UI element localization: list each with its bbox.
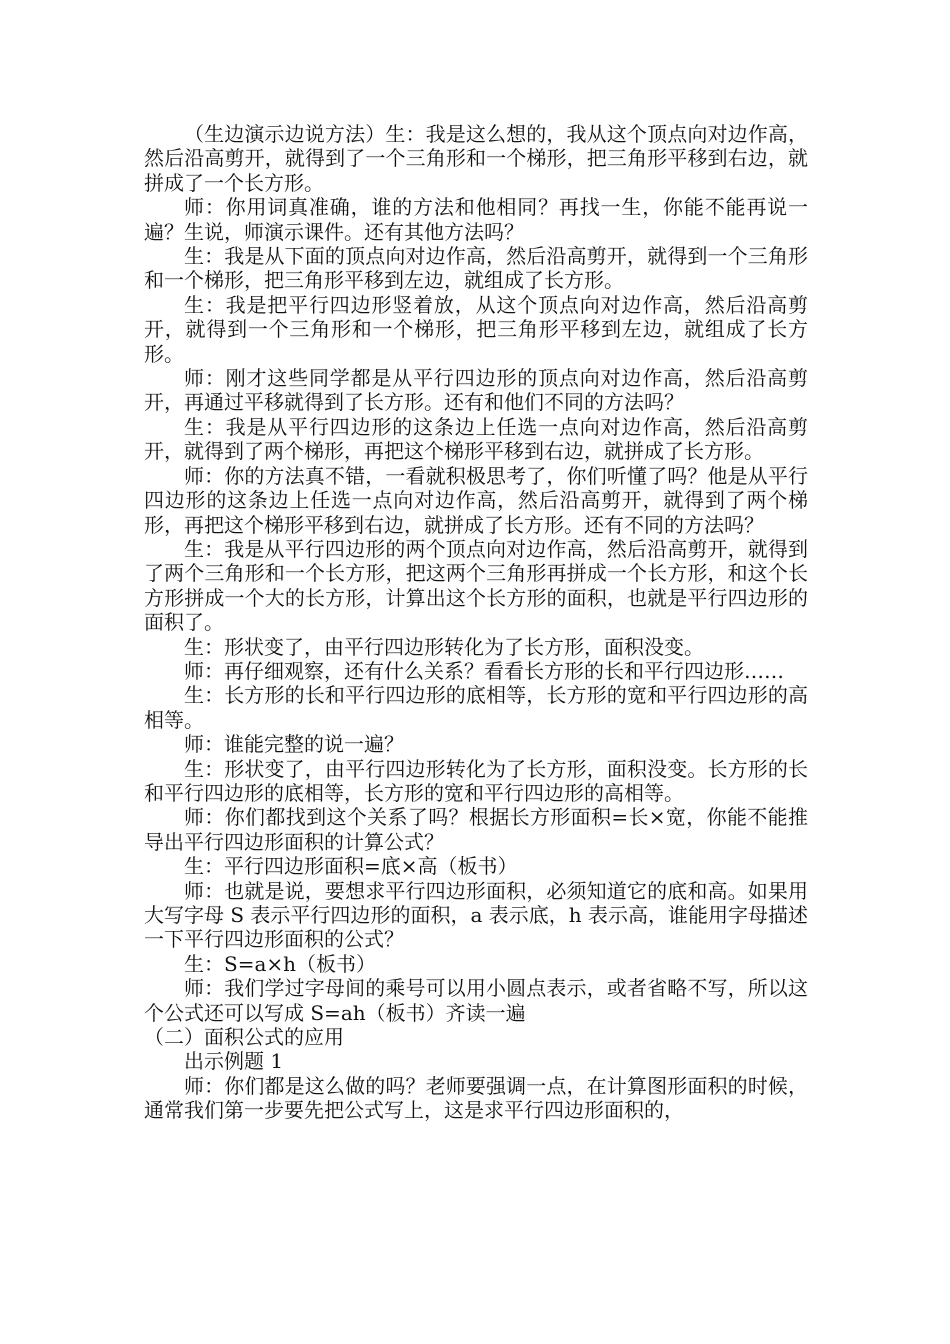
paragraph-17: 生：S=a×h（板书）: [184, 951, 377, 976]
paragraph-9: 生：形状变了，由平行四边形转化为了长方形，面积没变。: [184, 634, 704, 659]
paragraph-11: 生：长方形的长和平行四边形的底相等，长方形的宽和平行四边形的高相等。: [144, 683, 808, 732]
example-label: 出示例题 1: [184, 1049, 284, 1074]
document-body: [144, 122, 808, 1123]
paragraph-5: 师：刚才这些同学都是从平行四边形的顶点向对边作高，然后沿高剪开，再通过平移就得到了长方形。还有和他们不同的方法吗？: [144, 366, 808, 415]
closing-paragraph: 师：你们都是这么做的吗？老师要强调一点，在计算图形面积的时候，通常我们第一步要先把公式写上，这是求平行四边形面积的，: [144, 1073, 808, 1123]
paragraph-2: 师：你用词真准确，谁的方法和他相同？再找一生，你能不能再说一遍？生说，师演示课件。还有其他方法吗？: [144, 195, 808, 244]
paragraph-12: 师：谁能完整的说一遍？: [184, 732, 404, 757]
paragraph-16: 师：也就是说，要想求平行四边形面积，必须知道它的底和高。如果用大写字母 S 表示平行四边形的面积，a 表示底，h 表示高，谁能用字母描述一下平行四边形面积的公式？: [144, 878, 808, 952]
paragraph-14: 师：你们都找到这个关系了吗？根据长方形面积=长×宽，你能不能推导出平行四边形面积的计算公式？: [144, 805, 808, 854]
paragraph-6: 生：我是从平行四边形的这条边上任选一点向对边作高，然后沿高剪开，就得到了两个梯形，再把这个梯形平移到右边，就拼成了长方形。: [144, 414, 808, 464]
paragraph-1: （生边演示边说方法）生：我是这么想的，我从这个顶点向对边作高，然后沿高剪开，就得到了一个三角形和一个梯形，把三角形平移到右边，就拼成了一个长方形。: [144, 122, 808, 195]
section-heading: （二）面积公式的应用: [144, 1025, 344, 1050]
paragraph-8: 生：我是从平行四边形的两个顶点向对边作高，然后沿高剪开，就得到了两个三角形和一个长方形，把这两个三角形再拼成一个长方形，和这个长方形拼成一个大的长方形，计算出这个长方形的面积，也就是平行四边形的面积了。: [144, 536, 808, 635]
paragraph-10: 师：再仔细观察，还有什么关系？看看长方形的长和平行四边形……: [184, 658, 784, 683]
paragraph-15: 生：平行四边形面积=底×高（板书）: [184, 854, 518, 879]
paragraph-3: 生：我是从下面的顶点向对边作高，然后沿高剪开，就得到一个三角形和一个梯形，把三角形平移到左边，就组成了长方形。: [144, 244, 808, 293]
paragraph-7: 师：你的方法真不错，一看就积极思考了，你们听懂了吗？他是从平行四边形的这条边上任选一点向对边作高，然后沿高剪开，就得到了两个梯形，再把这个梯形平移到右边，就拼成了长方形。还有不同的方法吗？: [144, 463, 808, 537]
paragraph-13: 生：形状变了，由平行四边形转化为了长方形，面积没变。长方形的长和平行四边形的底相等，长方形的宽和平行四边形的高相等。: [144, 756, 808, 805]
paragraph-4: 生：我是把平行四边形竖着放，从这个顶点向对边作高，然后沿高剪开，就得到一个三角形和一个梯形，把三角形平移到左边，就组成了长方形。: [144, 292, 808, 366]
paragraph-18: 师：我们学过字母间的乘号可以用小圆点表示，或者省略不写，所以这个公式还可以写成 S=ah（板书）齐读一遍: [144, 976, 808, 1025]
